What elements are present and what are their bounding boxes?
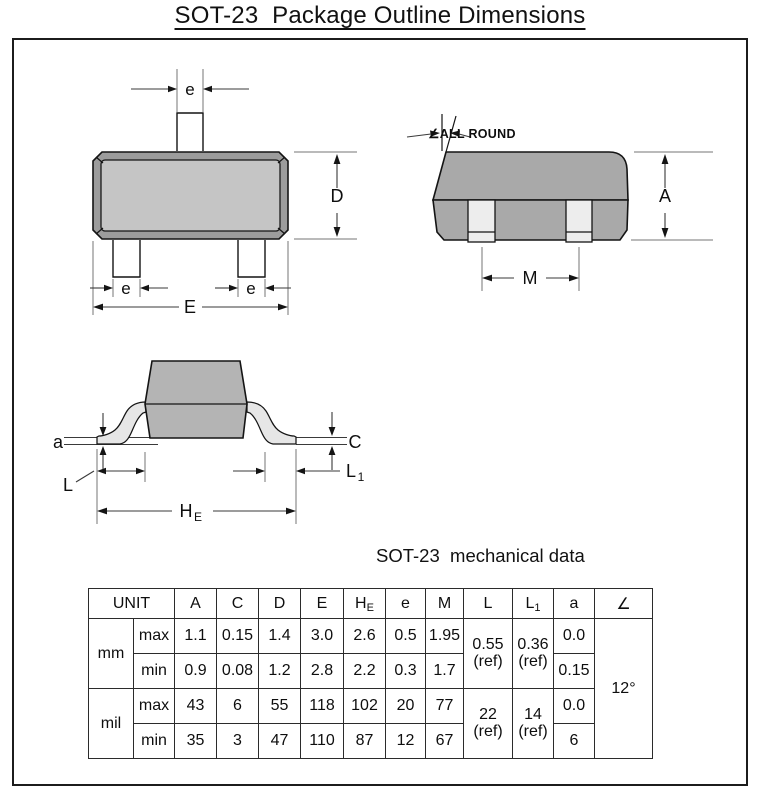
col-header-L1: $L_1$ bbox=[513, 589, 554, 619]
value-cell: 0.08 bbox=[217, 654, 259, 689]
value-cell: 3.0 bbox=[301, 619, 344, 654]
value-cell-L1-mil: 14 (ref) bbox=[513, 689, 554, 759]
dim-label-a: a bbox=[52, 432, 64, 452]
row-label-max: max bbox=[134, 689, 175, 724]
dim-label-e-left: e bbox=[121, 279, 131, 298]
top-lead bbox=[177, 113, 203, 151]
row-label-min: min bbox=[134, 654, 175, 689]
front-package-body bbox=[145, 361, 247, 438]
value-cell-L1-mm: 0.36 (ref) bbox=[513, 619, 554, 689]
side-lead-right bbox=[566, 200, 592, 242]
value-cell: 118 bbox=[301, 689, 344, 724]
dim-label-e-top: e bbox=[185, 80, 195, 99]
value-cell: 2.2 bbox=[344, 654, 386, 689]
dim-label-e-right: e bbox=[246, 279, 256, 298]
dim-label-L1: L bbox=[345, 461, 357, 481]
value-cell: 1.2 bbox=[259, 654, 301, 689]
dim-L bbox=[76, 468, 145, 482]
value-cell: 0.0 bbox=[554, 619, 595, 654]
value-cell: 20 bbox=[386, 689, 426, 724]
value-cell: 47 bbox=[259, 724, 301, 759]
side-body-top-face bbox=[433, 152, 628, 200]
dim-label-L: L bbox=[62, 475, 74, 495]
front-view-drawing bbox=[53, 361, 365, 524]
side-lead-left bbox=[468, 200, 495, 242]
col-header-C: C bbox=[217, 589, 259, 619]
dim-label-L1-sub: 1 bbox=[357, 470, 365, 484]
value-cell-L-mm: 0.55 (ref) bbox=[464, 619, 513, 689]
col-header-a: a bbox=[554, 589, 595, 619]
value-cell: 3 bbox=[217, 724, 259, 759]
col-header-HE: $H_E$ bbox=[344, 589, 386, 619]
side-view-drawing bbox=[407, 114, 713, 291]
dim-label-D: D bbox=[330, 186, 344, 206]
value-cell: 6 bbox=[217, 689, 259, 724]
front-lead-right bbox=[247, 402, 296, 444]
value-cell: 2.6 bbox=[344, 619, 386, 654]
dim-label-A: A bbox=[658, 186, 672, 206]
col-header-e: e bbox=[386, 589, 426, 619]
value-cell: 0.3 bbox=[386, 654, 426, 689]
page-title: SOT-23 Package Outline Dimensions bbox=[174, 2, 586, 29]
col-header-unit: UNIT bbox=[89, 589, 175, 619]
row-label-min: min bbox=[134, 724, 175, 759]
all-round-label: ∠ALL ROUND bbox=[428, 127, 516, 141]
value-cell: 1.1 bbox=[175, 619, 217, 654]
col-header-L: L bbox=[464, 589, 513, 619]
col-header-D: D bbox=[259, 589, 301, 619]
dim-label-HE: H bbox=[179, 501, 193, 521]
unit-label-mil: mil bbox=[89, 689, 134, 759]
value-cell: 102 bbox=[344, 689, 386, 724]
value-cell: 6 bbox=[554, 724, 595, 759]
value-cell: 55 bbox=[259, 689, 301, 724]
value-cell: 1.95 bbox=[426, 619, 464, 654]
col-header-A: A bbox=[175, 589, 217, 619]
value-cell: 0.15 bbox=[217, 619, 259, 654]
value-cell: 77 bbox=[426, 689, 464, 724]
value-cell: 1.4 bbox=[259, 619, 301, 654]
col-header-E: E bbox=[301, 589, 344, 619]
all-round-annotation bbox=[407, 114, 516, 152]
value-cell-L-mil: 22 (ref) bbox=[464, 689, 513, 759]
col-header-angle: ∠ bbox=[595, 589, 653, 619]
value-cell: 0.0 bbox=[554, 689, 595, 724]
side-body-front-face bbox=[433, 200, 628, 240]
dim-label-C: C bbox=[348, 432, 362, 452]
value-cell: 43 bbox=[175, 689, 217, 724]
dim-C-arrows bbox=[329, 412, 336, 470]
D-extension-lines bbox=[294, 152, 357, 239]
top-view-drawing bbox=[90, 69, 357, 317]
dim-label-M: M bbox=[522, 268, 538, 288]
mechanical-data-table bbox=[88, 588, 653, 759]
dim-label-HE-sub: E bbox=[193, 510, 203, 524]
value-cell: 2.8 bbox=[301, 654, 344, 689]
value-cell: 0.5 bbox=[386, 619, 426, 654]
bottom-lead-right bbox=[238, 240, 265, 277]
value-cell: 0.15 bbox=[554, 654, 595, 689]
col-header-M: M bbox=[426, 589, 464, 619]
row-label-max: max bbox=[134, 619, 175, 654]
value-cell: 67 bbox=[426, 724, 464, 759]
value-cell: 0.9 bbox=[175, 654, 217, 689]
unit-label-mm: mm bbox=[89, 619, 134, 689]
value-cell: 12 bbox=[386, 724, 426, 759]
dim-label-E: E bbox=[183, 297, 197, 317]
A-extension-lines bbox=[631, 152, 713, 240]
mechanical-data-title: SOT-23 mechanical data bbox=[376, 545, 585, 566]
value-cell: 87 bbox=[344, 724, 386, 759]
package-body-top-view-inner bbox=[101, 160, 280, 231]
bottom-lead-left bbox=[113, 240, 140, 277]
value-cell: 35 bbox=[175, 724, 217, 759]
value-cell: 1.7 bbox=[426, 654, 464, 689]
angle-value-cell: 12° bbox=[595, 619, 653, 759]
dim-L1 bbox=[233, 468, 340, 474]
value-cell: 110 bbox=[301, 724, 344, 759]
